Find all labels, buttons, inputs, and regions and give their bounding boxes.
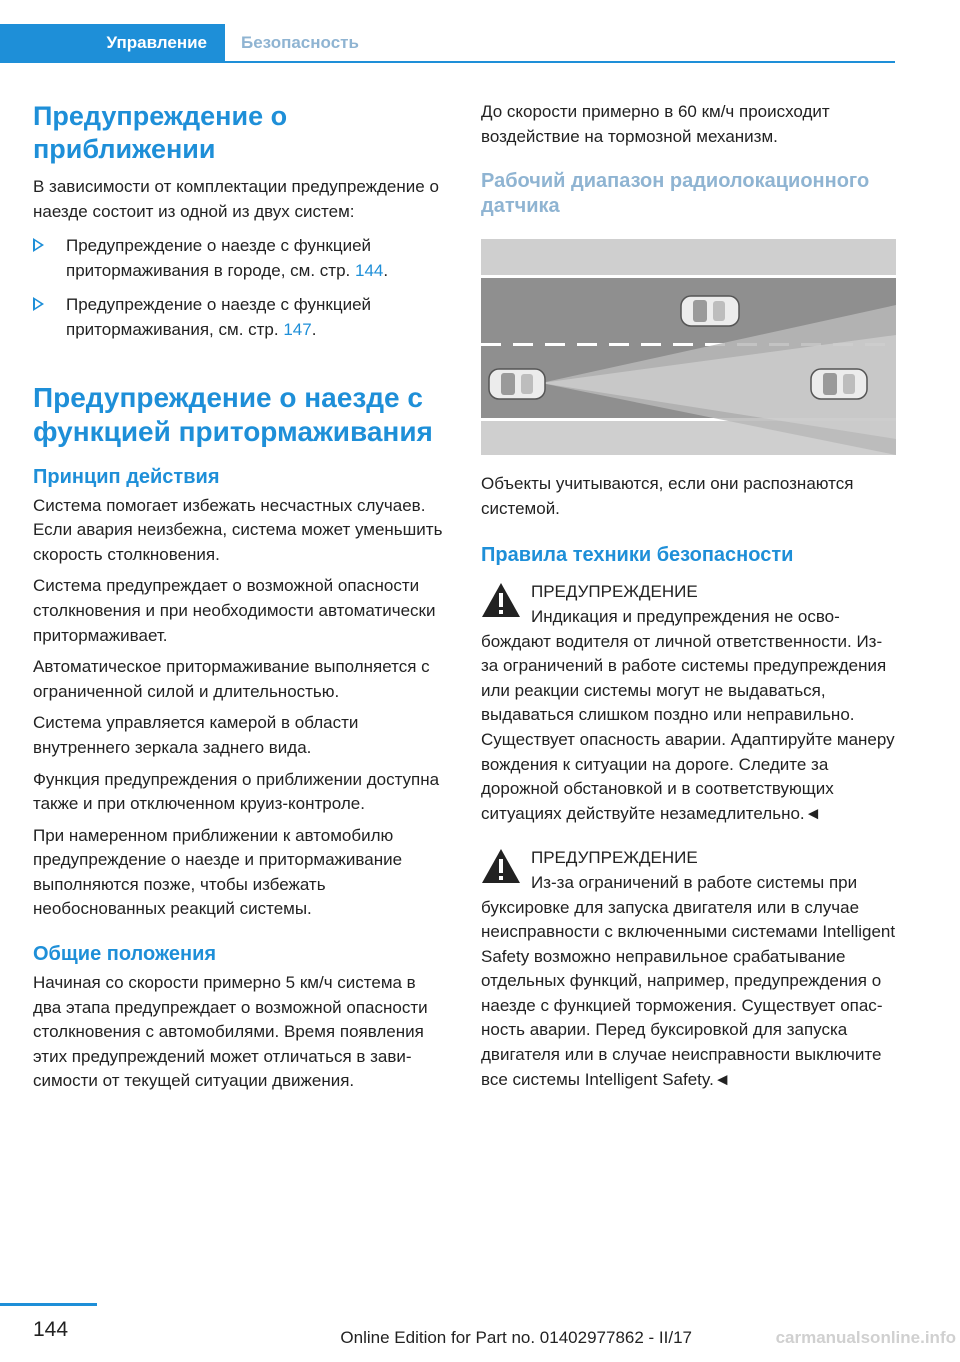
- figure-caption: Объекты учитываются, если они распознаются системой.: [481, 474, 854, 518]
- paragraph: До скорости примерно в 60 км/ч происходит воздействие на тормозной механизм.: [481, 102, 830, 146]
- paragraph: Автоматическое притормаживание выполняется с ограниченной силой и длительностью.: [33, 657, 430, 701]
- road-illustration: [481, 239, 896, 455]
- heading-safety-rules: Правила техники безопасности: [481, 544, 794, 567]
- bullet-text: Предупреждение о наезде с функцией притормаживания, см. стр.: [66, 295, 372, 339]
- paragraph: Система предупреждает о возможной опасности столкновения и при необходимости автоматически притормаживает.: [33, 576, 436, 645]
- heading-approach-warning: Предупреждение о приближении: [33, 101, 288, 164]
- page-link[interactable]: 144: [355, 260, 384, 280]
- tab-safety[interactable]: Безопасность: [241, 33, 359, 52]
- heading-principle: Принцип действия: [33, 465, 220, 488]
- paragraph: При намеренном приближении к автомобилю предупреждение о наезде и притормаживание выполняются позже, чтобы избежать необоснованных реакций системы.: [33, 825, 403, 919]
- car-own-icon: [489, 369, 545, 399]
- warning-triangle-icon: [481, 582, 521, 618]
- edition-label: Online Edition for Part no. 01402977862 - II/17: [340, 1328, 692, 1347]
- warning-block: [481, 846, 896, 1092]
- warning-text: Индикация и предупреждения не освобождают водителя от личной ответственности. Из-за ограничений в работе системы предупреждения или реакции системы могут не выдаваться, выдаваться слишком поздно или неправильно. Существует опасность аварии. Адаптируйте манеру вождения к ситуации на дороге. Следите за дорожной обстановкой и в соответствующих ситуациях действуйте незамедлительно.◄: [481, 606, 895, 823]
- footer-divider: [0, 1303, 97, 1306]
- list-item: Предупреждение о наезде с функцией притормаживания, см. стр. 147.: [33, 293, 448, 342]
- bullet-triangle-icon: [33, 297, 44, 311]
- warning-block: [481, 580, 896, 826]
- page-link[interactable]: 147: [283, 319, 312, 339]
- heading-collision-warning: Предупреждение о наезде с функцией притормаживания: [33, 381, 433, 447]
- bullet-text: Предупреждение о наезде с функцией притормаживания в городе, см. стр.: [66, 236, 372, 280]
- bullet-triangle-icon: [33, 238, 44, 252]
- list-item: Предупреждение о наезде с функцией притормаживания в городе, см. стр. 144.: [33, 234, 448, 283]
- page-number: 144: [33, 1318, 69, 1341]
- paragraph: Система управляется камерой в области внутреннего зеркала заднего вида.: [33, 713, 359, 757]
- heading-general: Общие положения: [33, 943, 217, 966]
- car-front-icon: [811, 369, 867, 399]
- warning-triangle-icon: [481, 848, 521, 884]
- paragraph: Система помогает избежать несчастных случаев. Если авария неизбежна, система может уменьшить скорость столкновения.: [33, 495, 443, 564]
- header-divider: [0, 61, 895, 63]
- tab-control[interactable]: Управление: [0, 24, 225, 62]
- paragraph: Функция предупреждения о приближении доступна также и при отключенном круиз-контроле.: [33, 769, 440, 814]
- page-header: [0, 0, 960, 64]
- heading-radar-range: Рабочий диапазон радиолокационного датчика: [481, 170, 870, 218]
- warning-text: Из-за ограничений в работе системы при буксировке для запуска двигателя или в случае неисправности с включенными системами Intelligent Safety возможно неправильное срабатывание отдельных функций, например, предупреждения о наезде с функцией торможения. Существует опасность аварии. Перед буксировкой для запуска двигателя или в случае неисправности выключите все системы Intelligent Safety.◄: [481, 872, 896, 1089]
- radar-range-figure: [481, 239, 896, 455]
- right-column: [481, 100, 896, 1092]
- car-adjacent-icon: [681, 296, 739, 326]
- warning-title: ПРЕДУПРЕЖДЕНИЕ: [531, 848, 698, 868]
- warning-title: ПРЕДУПРЕЖДЕНИЕ: [531, 582, 698, 602]
- watermark: carmanualsonline.info: [775, 1328, 956, 1347]
- paragraph: Начиная со скорости примерно 5 км/ч система в два этапа предупреждает о возможной опасности столкновения с автомобилями. Время появления этих предупреждений может отличаться в зависимости от текущей ситуации движения.: [33, 973, 428, 1091]
- left-column: [33, 100, 448, 1094]
- intro-paragraph: В зависимости от комплектации предупреждение о наезде состоит из одной из двух систем:: [33, 177, 439, 221]
